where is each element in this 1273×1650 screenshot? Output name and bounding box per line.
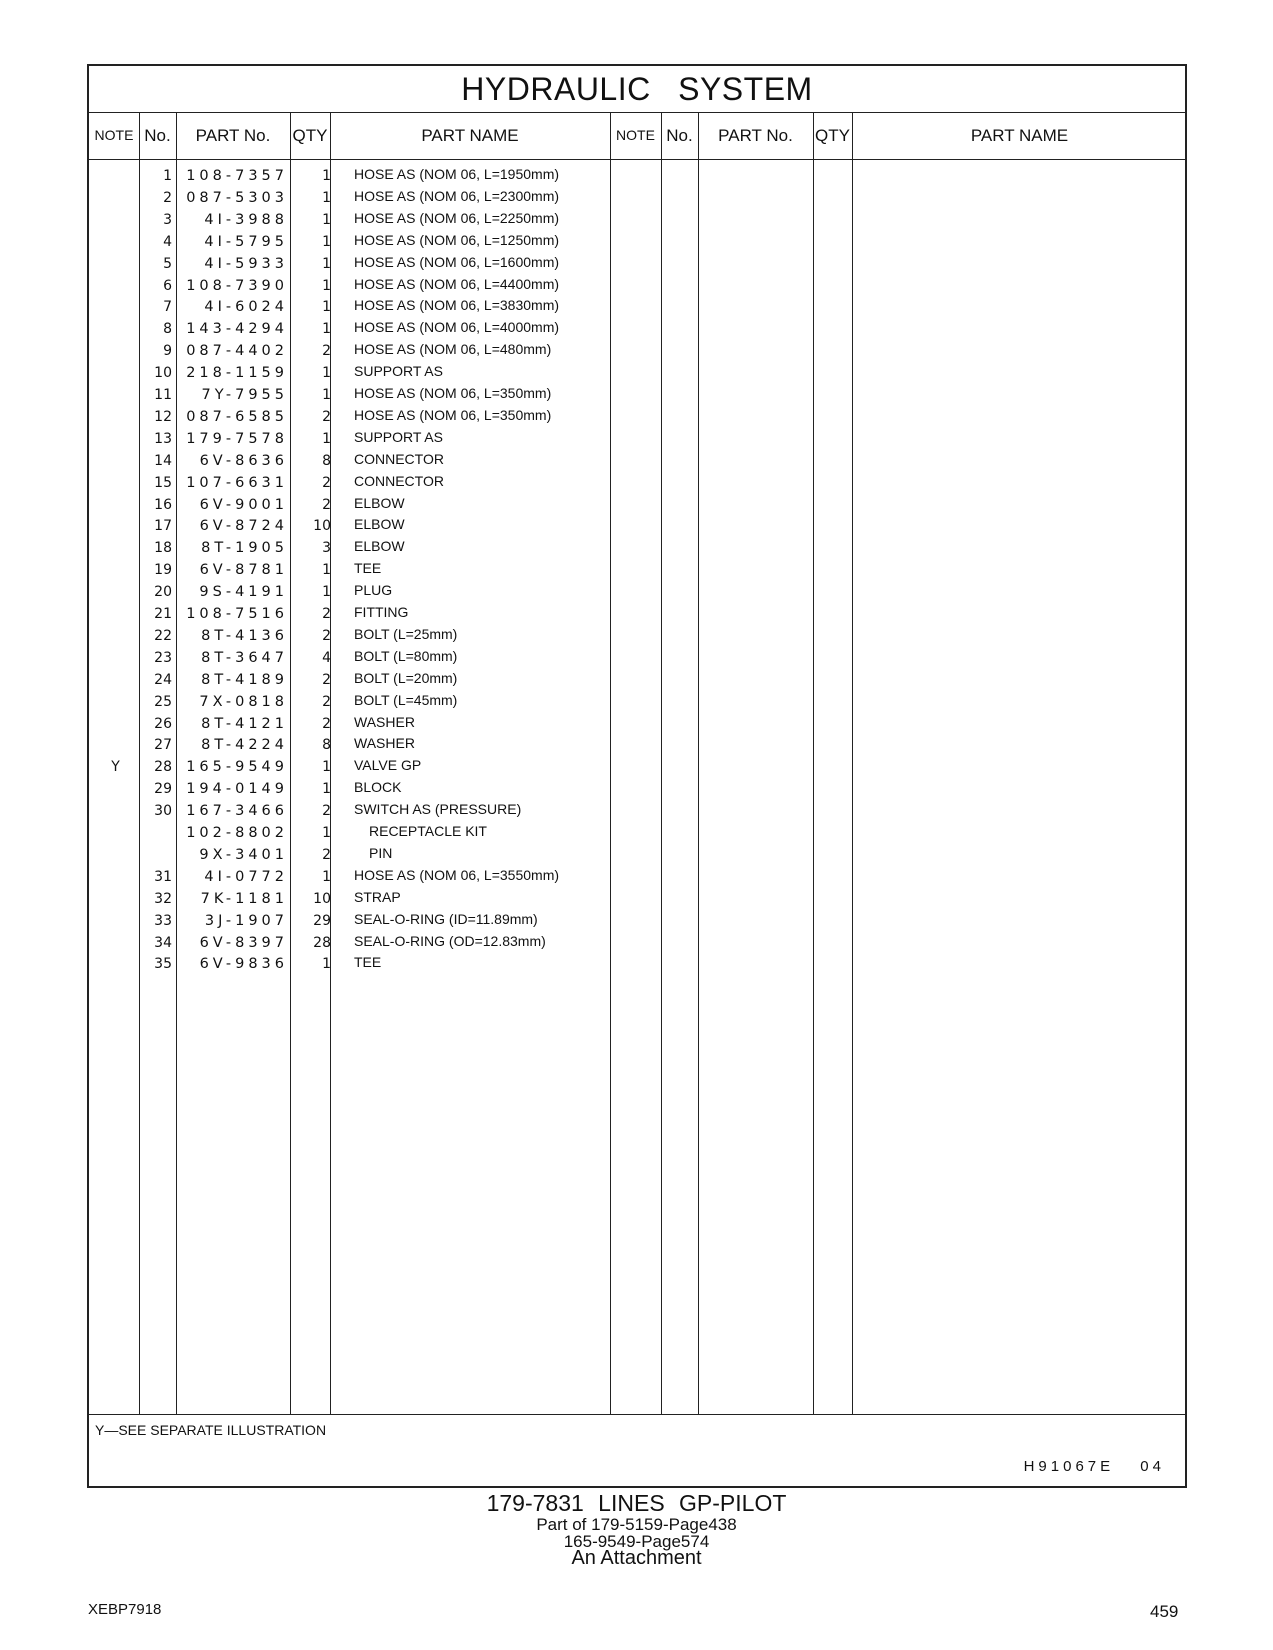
row-part-name: HOSE AS (NOM 06, L=2250mm) (354, 209, 560, 226)
row-part-name: CONNECTOR (354, 472, 444, 489)
row-quantity: 2 (322, 474, 331, 491)
row-part-number: 4I-3988 (204, 211, 288, 228)
caption-part-of: Part of 179-5159-Page438 (536, 1515, 737, 1534)
row-item-number: 18 (154, 540, 172, 557)
row-quantity: 1 (322, 562, 331, 579)
row-quantity: 3 (322, 540, 331, 557)
row-part-name: HOSE AS (NOM 06, L=3550mm) (354, 866, 560, 883)
row-part-number: 4I-0772 (204, 868, 288, 885)
row-part-number: 6V-8781 (199, 562, 288, 579)
row-item-number: 23 (154, 649, 172, 666)
row-quantity: 10 (313, 890, 331, 907)
row-quantity: 1 (322, 299, 331, 316)
row-quantity: 2 (322, 496, 331, 513)
row-part-number: 8T-4189 (201, 671, 288, 688)
row-part-number: 6V-8397 (199, 934, 288, 951)
table-row (89, 823, 649, 846)
row-part-number: 108-7516 (186, 606, 288, 622)
row-item-number: 29 (154, 781, 172, 798)
row-quantity: 2 (322, 343, 331, 360)
row-part-name: SEAL-O-RING (ID=11.89mm) (354, 910, 538, 927)
row-item-number: 20 (154, 584, 172, 601)
row-quantity: 2 (322, 846, 331, 863)
table-row (89, 429, 649, 452)
column-divider (661, 112, 662, 1414)
row-item-number: 11 (154, 387, 172, 403)
row-part-name: HOSE AS (NOM 06, L=2300mm) (354, 187, 560, 204)
row-part-name: SUPPORT AS (354, 363, 443, 380)
row-part-name: HOSE AS (NOM 06, L=350mm) (354, 385, 552, 401)
header-qty-right: QTY (815, 126, 850, 145)
row-item-number: 16 (154, 496, 172, 513)
row-part-name: BLOCK (354, 779, 402, 796)
header-part-name-left: PART NAME (421, 126, 519, 145)
row-part-name: HOSE AS (NOM 06, L=4000mm) (354, 319, 560, 336)
page-title: HYDRAULIC SYSTEM (89, 66, 1185, 113)
row-item-number: 35 (154, 956, 172, 973)
row-item-number: 26 (154, 715, 172, 732)
table-row (89, 954, 649, 977)
row-part-name: ELBOW (354, 516, 405, 533)
row-quantity: 2 (322, 627, 331, 644)
row-part-name: FITTING (354, 604, 409, 620)
header-part-name-right: PART NAME (970, 126, 1069, 145)
row-part-number: 7Y-7955 (201, 387, 288, 403)
row-quantity: 4 (322, 649, 331, 666)
table-row (89, 604, 649, 627)
row-item-number: 6 (163, 277, 172, 294)
row-item-number: 28 (154, 759, 172, 776)
row-quantity: 1 (322, 781, 331, 798)
row-item-number: 13 (154, 430, 172, 447)
row-quantity: 2 (322, 693, 331, 710)
row-part-name: HOSE AS (NOM 06, L=4400mm) (354, 275, 560, 292)
illustration-code: H91067E 04 (1023, 1458, 1165, 1475)
document-id: XEBP7918 (88, 1601, 162, 1618)
column-divider (698, 112, 699, 1414)
row-part-number: 087-6585 (186, 408, 288, 425)
row-quantity: 1 (322, 825, 331, 841)
caption-title: 179-7831 LINES GP-PILOT (486, 1490, 787, 1516)
row-quantity: 10 (313, 518, 331, 535)
row-part-name: ELBOW (354, 538, 405, 555)
caption-reference: 165-9549-Page574 (563, 1532, 710, 1551)
parts-table-frame (87, 64, 1187, 1488)
row-quantity: 1 (322, 365, 331, 382)
row-part-name: PLUG (354, 582, 393, 599)
row-item-number: 1 (163, 168, 172, 184)
row-part-number: 087-4402 (186, 343, 288, 360)
header-part-no-right: PART No. (718, 126, 793, 145)
table-row (89, 341, 649, 364)
row-quantity: 2 (322, 408, 331, 425)
row-part-number: 8T-1905 (201, 540, 288, 557)
row-quantity: 28 (313, 934, 331, 951)
row-item-number: 7 (163, 299, 172, 316)
row-item-number: 5 (163, 255, 172, 272)
row-quantity: 1 (322, 387, 331, 403)
row-part-number: 108-7357 (186, 168, 288, 184)
row-quantity: 1 (322, 759, 331, 776)
row-part-number: 9S-4191 (199, 584, 288, 601)
row-part-name: SEAL-O-RING (OD=12.83mm) (354, 932, 546, 949)
row-part-name: HOSE AS (NOM 06, L=1250mm) (354, 231, 560, 248)
table-row (89, 538, 649, 561)
table-row (89, 363, 649, 386)
row-quantity: 1 (322, 255, 331, 272)
row-part-number: 194-0149 (186, 781, 288, 798)
row-part-number: 6V-8724 (199, 518, 288, 535)
row-item-number: 17 (154, 518, 172, 535)
row-part-number: 8T-4121 (201, 715, 288, 732)
row-part-number: 108-7390 (186, 277, 288, 294)
row-item-number: 24 (154, 671, 172, 688)
row-part-name: HOSE AS (NOM 06, L=3830mm) (354, 297, 560, 314)
table-row (89, 670, 649, 693)
row-part-number: 218-1159 (186, 365, 288, 382)
table-row (89, 495, 649, 518)
row-part-number: 9X-3401 (199, 846, 288, 863)
header-no-left: No. (144, 126, 171, 145)
row-part-name: BOLT (L=25mm) (354, 625, 458, 642)
row-quantity: 1 (322, 277, 331, 294)
row-item-number: 15 (154, 474, 172, 491)
table-row (89, 779, 649, 802)
row-quantity: 2 (322, 715, 331, 732)
table-row (89, 867, 649, 890)
row-part-number: 4I-6024 (204, 299, 288, 316)
header-note-left: NOTE (94, 127, 134, 143)
caption-attachment: An Attachment (571, 1547, 702, 1569)
table-row (89, 692, 649, 715)
row-item-number: 10 (154, 365, 172, 382)
row-part-number: 7K-1181 (200, 890, 288, 907)
table-row (89, 560, 649, 583)
row-part-number: 6V-8636 (199, 452, 288, 469)
table-row (89, 297, 649, 320)
column-divider (852, 112, 853, 1414)
table-row (89, 319, 649, 342)
row-quantity: 1 (322, 430, 331, 447)
table-row (89, 385, 649, 408)
table-row (89, 276, 649, 299)
table-row (89, 889, 649, 912)
row-quantity: 2 (322, 671, 331, 688)
row-note: Y (111, 759, 120, 776)
table-row (89, 516, 649, 539)
row-part-number: 4I-5933 (204, 255, 288, 272)
row-quantity: 1 (322, 868, 331, 885)
row-quantity: 1 (322, 168, 331, 184)
table-row (89, 232, 649, 255)
table-row (89, 188, 649, 211)
row-item-number: 19 (154, 562, 172, 579)
header-part-no-left: PART No. (195, 126, 271, 145)
header-note-right: NOTE (616, 127, 655, 143)
row-quantity: 29 (313, 912, 331, 929)
row-item-number: 27 (154, 737, 172, 754)
table-row (89, 451, 649, 474)
row-item-number: 25 (154, 693, 172, 710)
footnote: Y—SEE SEPARATE ILLUSTRATION (95, 1422, 327, 1438)
row-part-number: 107-6631 (186, 474, 288, 491)
table-row (89, 801, 649, 824)
row-part-name: ELBOW (354, 494, 405, 511)
row-quantity: 2 (322, 803, 331, 820)
row-part-name: HOSE AS (NOM 06, L=1600mm) (354, 253, 560, 270)
column-divider (813, 112, 814, 1414)
row-item-number: 31 (154, 868, 172, 885)
row-part-number: 102-8802 (186, 825, 288, 841)
row-quantity: 1 (322, 321, 331, 338)
row-part-name: PIN (369, 844, 393, 861)
row-part-number: 8T-4224 (201, 737, 288, 754)
row-item-number: 8 (163, 321, 172, 338)
row-quantity: 8 (322, 737, 331, 754)
row-quantity: 1 (322, 189, 331, 206)
table-row (89, 407, 649, 430)
row-part-number: 087-5303 (186, 189, 288, 206)
row-item-number: 34 (154, 934, 172, 951)
table-row (89, 166, 649, 189)
row-part-name: SUPPORT AS (354, 428, 443, 445)
table-row (89, 582, 649, 605)
row-part-name: TEE (354, 560, 382, 577)
table-row (89, 933, 649, 956)
row-part-name: HOSE AS (NOM 06, L=350mm) (354, 406, 552, 423)
row-part-number: 6V-9836 (199, 956, 288, 973)
row-item-number: 9 (163, 343, 172, 360)
row-part-number: 8T-3647 (201, 649, 288, 666)
table-row (89, 714, 649, 737)
row-part-name: SWITCH AS (PRESSURE) (354, 801, 522, 818)
row-part-name: BOLT (L=45mm) (354, 691, 458, 708)
row-part-name: BOLT (L=20mm) (354, 669, 458, 686)
row-item-number: 33 (154, 912, 172, 929)
row-part-name: HOSE AS (NOM 06, L=1950mm) (354, 166, 560, 182)
row-item-number: 3 (163, 211, 172, 228)
table-row (89, 473, 649, 496)
row-item-number: 12 (154, 408, 172, 425)
row-quantity: 1 (322, 211, 331, 228)
row-item-number: 4 (163, 233, 172, 250)
row-item-number: 14 (154, 452, 172, 469)
row-item-number: 22 (154, 627, 172, 644)
table-row (89, 845, 649, 868)
row-quantity: 2 (322, 606, 331, 622)
table-row (89, 735, 649, 758)
row-part-number: 6V-9001 (199, 496, 288, 513)
page-number: 459 (1150, 1602, 1179, 1621)
row-quantity: 1 (322, 956, 331, 973)
row-part-name: TEE (354, 954, 382, 971)
row-part-name: STRAP (354, 888, 401, 905)
table-row (89, 210, 649, 233)
row-part-name: VALVE GP (354, 757, 422, 774)
header-no-right: No. (666, 126, 693, 145)
row-quantity: 1 (322, 584, 331, 601)
row-part-name: WASHER (354, 735, 415, 752)
row-item-number: 2 (163, 189, 172, 206)
row-item-number: 32 (154, 890, 172, 907)
header-qty-left: QTY (292, 126, 328, 145)
table-row (89, 757, 649, 780)
row-part-number: 179-7578 (186, 430, 288, 447)
row-part-number: 165-9549 (186, 759, 288, 776)
table-bottom-divider (89, 1414, 1185, 1415)
row-part-number: 4I-5795 (204, 233, 288, 250)
table-row (89, 648, 649, 671)
row-part-name: HOSE AS (NOM 06, L=480mm) (354, 341, 552, 358)
row-quantity: 8 (322, 452, 331, 469)
table-row (89, 626, 649, 649)
row-part-number: 7X-0818 (199, 693, 288, 710)
row-part-number: 167-3466 (186, 803, 288, 820)
row-part-number: 143-4294 (186, 321, 288, 338)
row-item-number: 30 (154, 803, 172, 820)
table-row (89, 254, 649, 277)
row-part-name: RECEPTACLE KIT (369, 823, 487, 839)
table-row (89, 911, 649, 934)
row-part-number: 8T-4136 (201, 627, 288, 644)
row-item-number: 21 (154, 606, 172, 622)
row-part-name: BOLT (L=80mm) (354, 647, 458, 664)
row-part-name: WASHER (354, 713, 415, 730)
row-part-name: CONNECTOR (354, 450, 444, 467)
row-part-number: 3J-1907 (204, 912, 288, 929)
row-quantity: 1 (322, 233, 331, 250)
